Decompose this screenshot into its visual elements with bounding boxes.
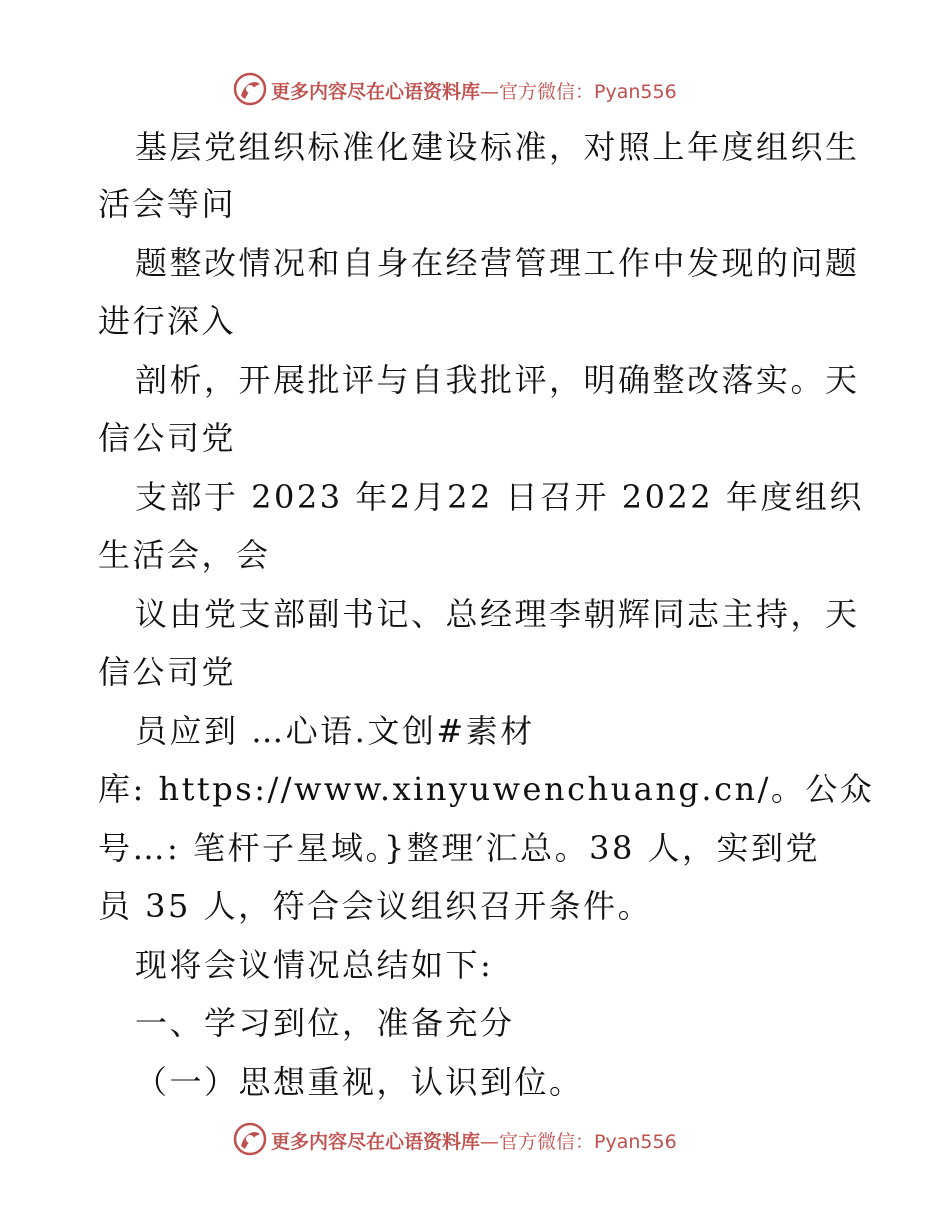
footer-text-b: —官方微信：Pyan556	[480, 1131, 677, 1153]
text-line: 现将会议情况总结如下:	[135, 946, 494, 984]
subsection-heading: （一）思想重视，认识到位。	[135, 1063, 584, 1101]
text-line: 议由党支部副书记、总经理李朝辉同志主持，天	[135, 595, 860, 633]
footer-watermark-text	[271, 1127, 677, 1154]
header-watermark-text	[271, 77, 677, 104]
text-line: 员 35 人，符合会议组织召开条件。	[98, 887, 653, 925]
logo-icon	[233, 1122, 267, 1156]
logo-icon	[233, 72, 267, 106]
text-line: 信公司党	[98, 419, 237, 457]
footer-watermark	[0, 1120, 950, 1160]
text-line: 生活会，会	[98, 536, 271, 574]
text-line: 活会等问	[98, 185, 237, 223]
header-text-b: —官方微信：Pyan556	[480, 81, 677, 103]
text-line: 员应到 …心语.文创#素材	[135, 712, 535, 750]
text-line: 支部于 2023 年2月22 日召开 2022 年度组织	[135, 478, 864, 516]
text-line: 号…: 笔杆子星域。}整理′汇总。38 人，实到党	[98, 829, 820, 867]
header-watermark	[0, 70, 950, 110]
section-heading: 一、学习到位，准备充分	[135, 1004, 515, 1042]
text-line: 剖析，开展批评与自我批评，明确整改落实。天	[135, 361, 860, 399]
text-line: 进行深入	[98, 302, 237, 340]
text-line: 题整改情况和自身在经营管理工作中发现的问题	[135, 244, 860, 282]
header-text-a: 更多内容尽在心语资料库	[271, 81, 481, 103]
text-line: 信公司党	[98, 653, 237, 691]
text-line: 基层党组织标准化建设标准，对照上年度组织生	[135, 128, 860, 166]
footer-text-a: 更多内容尽在心语资料库	[271, 1131, 481, 1153]
text-line: 库: https://www.xinyuwenchuang.cn/。公众	[98, 770, 875, 808]
